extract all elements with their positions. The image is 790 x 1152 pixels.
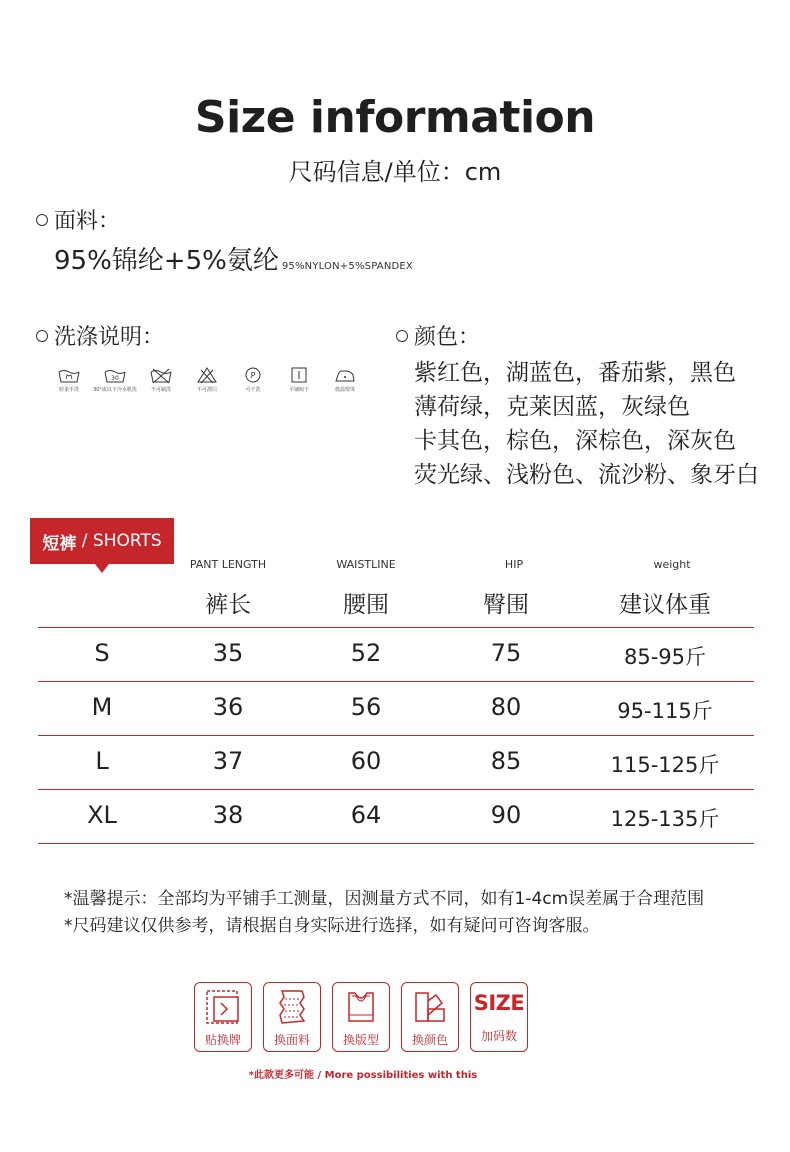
wash-label: 平铺晾干 (288, 387, 309, 393)
wash-label: 可干洗 (245, 387, 261, 393)
size-icon: SIZE (473, 991, 525, 1015)
wash-label: 轻柔手洗 (58, 387, 79, 393)
column-header-cn: 腰围 (343, 592, 389, 618)
washing-heading (36, 320, 164, 351)
fabric-sub-text: 95%NYLON+5%SPANDEX (281, 261, 413, 272)
table-cell: 95-115斤 (617, 699, 713, 723)
size-label: L (95, 747, 109, 775)
wash-label: 不可刷洗 (150, 387, 171, 393)
page-subtitle: 尺码信息/单位：cm (288, 158, 502, 186)
size-label: M (91, 693, 113, 721)
badge-color-swap (401, 982, 459, 1052)
color-line: 荧光绿、浅粉色、流沙粉、象牙白 (414, 462, 759, 488)
table-cell: 115-125斤 (610, 753, 720, 777)
tag-pointer-icon (95, 564, 109, 573)
washing-heading-text: 洗涤说明： (54, 325, 165, 350)
column-header-cn: 臀围 (483, 592, 529, 618)
no-tumble-dry-icon (149, 366, 173, 384)
badge-label: 加码数 (480, 1029, 517, 1043)
fabric-composition (54, 240, 413, 277)
column-header-cn: 建议体重 (619, 592, 711, 618)
fabric-heading-text: 面料： (54, 209, 121, 234)
bullet-circle-icon (36, 330, 48, 342)
pattern-swap-icon (339, 987, 383, 1027)
fabric-heading (36, 204, 120, 235)
size-label: S (94, 639, 110, 667)
column-header-en: PANT LENGTH (189, 558, 267, 571)
dry-clean-p-icon (241, 366, 265, 384)
fabric-swap-icon (270, 987, 314, 1027)
badge-label-swap (194, 982, 252, 1052)
badge-fabric-swap (263, 982, 321, 1052)
table-cell: 52 (350, 639, 382, 667)
color-line: 卡其色，棕色，深棕色，深灰色 (414, 428, 736, 454)
table-cell: 75 (490, 639, 522, 667)
column-header-en: WAISTLINE (336, 558, 396, 571)
table-cell: 80 (490, 693, 522, 721)
table-cell: 125-135斤 (610, 807, 720, 831)
label-swap-icon (201, 987, 245, 1027)
table-divider (38, 843, 754, 844)
table-cell: 38 (212, 801, 244, 829)
tag-separator: / (76, 531, 93, 551)
wash-item (328, 366, 362, 393)
table-cell: 60 (350, 747, 382, 775)
badge-label: 换版型 (342, 1033, 379, 1047)
color-list (414, 356, 759, 492)
notes (64, 886, 704, 940)
badge-label: 贴换牌 (204, 1033, 241, 1047)
badge-pattern-swap (332, 982, 390, 1052)
wash-item (282, 366, 316, 393)
hand-wash-icon (57, 366, 81, 384)
color-swap-icon (408, 987, 452, 1027)
table-divider (38, 735, 754, 736)
table-cell: 37 (212, 747, 244, 775)
color-line: 薄荷绿，克莱因蓝，灰绿色 (414, 394, 690, 420)
wash-item (144, 366, 178, 393)
wash-30-icon (103, 366, 127, 384)
badge-label: 换面料 (273, 1033, 310, 1047)
table-cell: 85-95斤 (623, 645, 707, 669)
column-header-en: HIP (504, 558, 524, 571)
tag-en: SHORTS (92, 531, 162, 551)
colors-heading (396, 320, 480, 351)
table-cell: 85 (490, 747, 522, 775)
no-bleach-icon (195, 366, 219, 384)
wash-label: 低温熨烫 (334, 387, 355, 393)
low-iron-icon (333, 366, 357, 384)
wash-label: 30°或以下冷水机洗 (93, 387, 137, 393)
wash-instructions (52, 366, 362, 393)
note-line: *温馨提示：全部均为平铺手工测量，因测量方式不同，如有1-4cm误差属于合理范围 (64, 889, 705, 909)
table-divider (38, 789, 754, 790)
table-cell: 64 (350, 801, 382, 829)
page-title: Size information (194, 92, 596, 143)
colors-heading-text: 颜色： (414, 325, 481, 350)
tag-cn: 短裤 (42, 533, 77, 554)
color-line: 紫红色，湖蓝色，番茄紫，黑色 (414, 360, 736, 386)
table-cell: 36 (212, 693, 244, 721)
category-tag (30, 518, 174, 564)
wash-item (236, 366, 270, 393)
table-divider (38, 627, 754, 628)
note-line: *尺码建议仅供参考，请根据自身实际进行选择，如有疑问可咨询客服。 (64, 916, 600, 936)
table-cell: 90 (490, 801, 522, 829)
size-label: XL (87, 801, 117, 829)
bullet-circle-icon (396, 330, 408, 342)
table-cell: 56 (350, 693, 382, 721)
table-cell: 35 (212, 639, 244, 667)
wash-item (190, 366, 224, 393)
wash-item (93, 366, 137, 393)
badge-size (470, 982, 528, 1052)
svg-text:30: 30 (111, 375, 119, 382)
svg-text:P: P (250, 371, 256, 380)
flat-dry-icon (287, 366, 311, 384)
column-header-en: weight (653, 558, 691, 571)
footer-note: *此款更多可能 / More possibilities with this (248, 1070, 478, 1081)
badge-label: 换颜色 (411, 1033, 448, 1047)
wash-item (52, 366, 86, 393)
wash-label: 不可漂白 (196, 387, 217, 393)
fabric-main-text: 95%锦纶+5%氨纶 (54, 246, 279, 276)
bullet-circle-icon (36, 214, 48, 226)
table-divider (38, 681, 754, 682)
column-header-cn: 裤长 (205, 592, 251, 618)
